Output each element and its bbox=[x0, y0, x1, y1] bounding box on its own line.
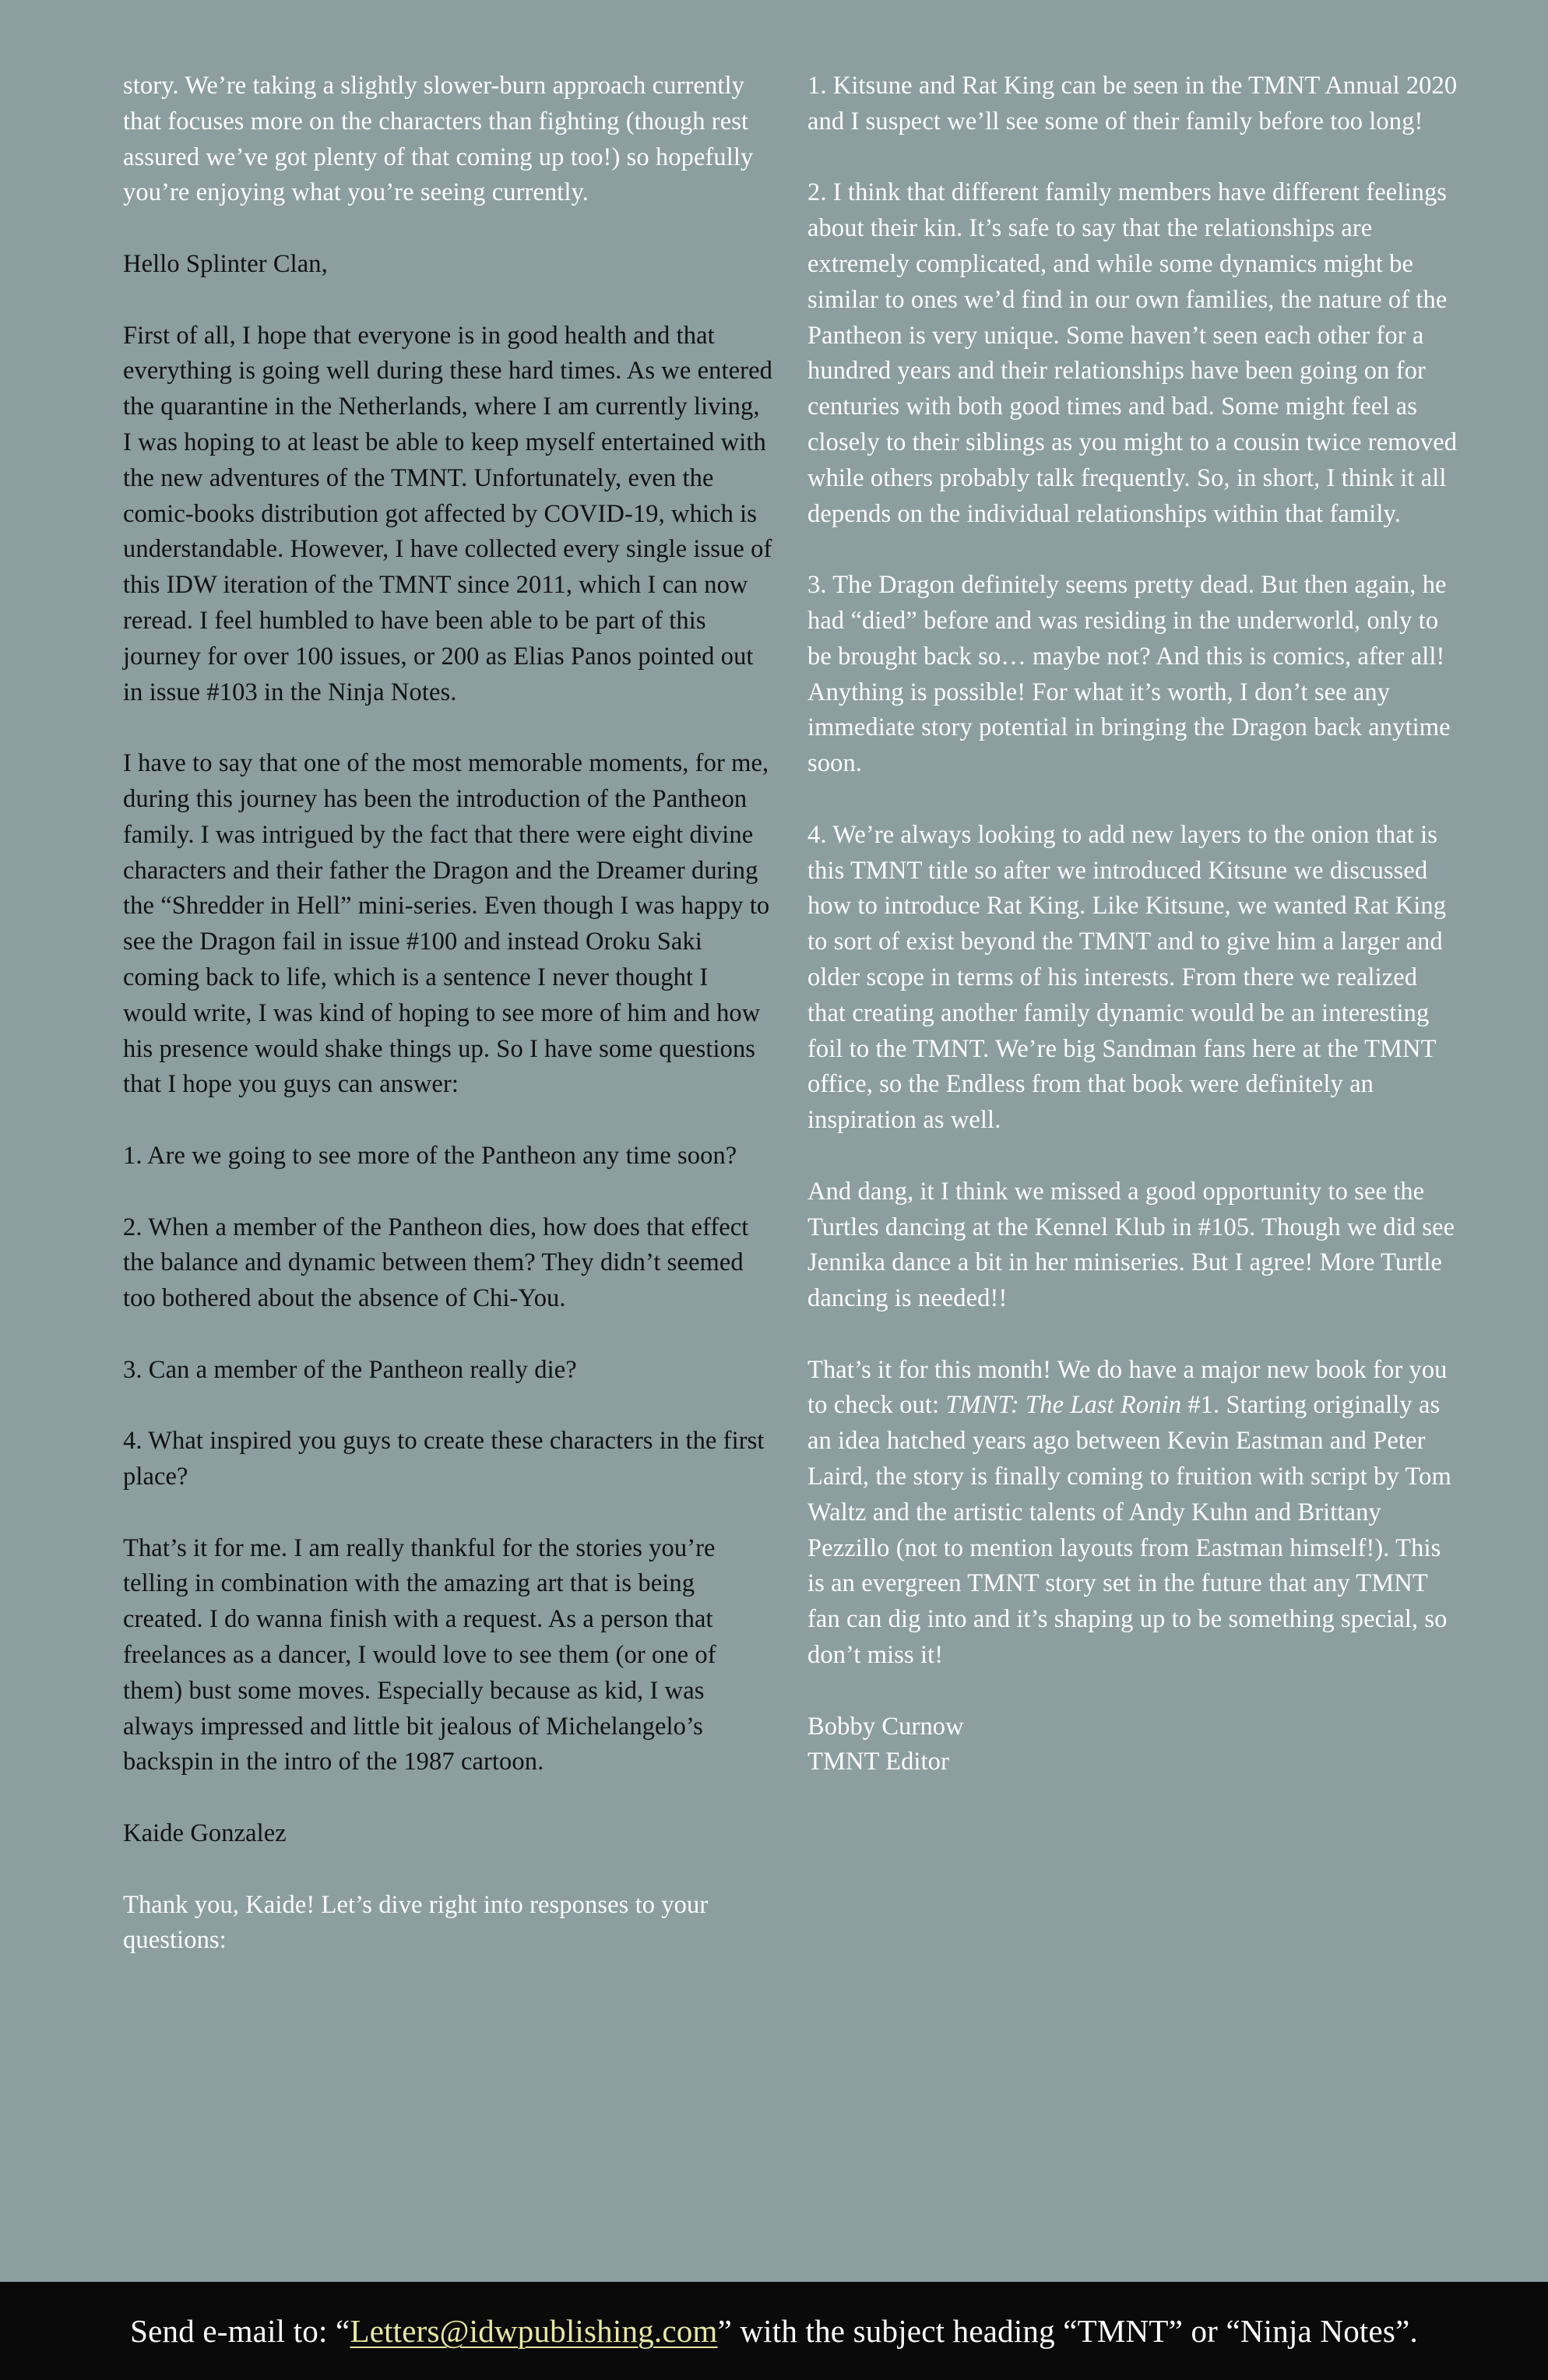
editor-answer: 2. I think that different family members have different feelings about their kin. It’s safe to say that the relationships are extremely complicated, and while some dynamics might be similar to ones we’d find in our own families, the nature of the Pantheon is very unique. Some haven’t seen each other for a hundred years and their relationships have been going on for centuries with both good times and bad. Some might feel as closely to their siblings as you might to a cousin twice removed while others probably talk frequently. So, in short, I think it all depends on the individual relationships within that family. bbox=[807, 178, 1458, 528]
editor-answer: 1. Kitsune and Rat King can be seen in the TMNT Annual 2020 and I suspect we’ll see some of their family before too long! bbox=[807, 72, 1458, 136]
announcement-text: #1. Starting originally as an idea hatched years ago between Kevin Eastman and Peter Laird, the story is finally coming to fruition with script by Tom Waltz and the artistic talents of Andy Kuhn and Brittany Pezzillo (not to mention layouts from Eastman himself!). This is an evergreen TMNT story set in the future that any TMNT fan can dig into and it’s shaping up to be something special, so don’t miss it! bbox=[807, 1391, 1451, 1670]
editor-answer: 4. We’re always looking to add new layers to the onion that is this TMNT title so after we introduced Kitsune we discussed how to introduce Rat King. Like Kitsune, we wanted Rat King to sort of exist beyond the TMNT and to give him a larger and older scope in terms of his interests. From there we realized that creating another family dynamic would be an interesting foil to the TMNT. We’re big Sandman fans here at the TMNT office, so the Endless from that book were definitely an inspiration as well. bbox=[807, 820, 1447, 1135]
book-title: TMNT: The Last Ronin bbox=[945, 1391, 1182, 1420]
announcement-text: That’s it for this month! We do have a major new book for you to check out: bbox=[807, 1355, 1448, 1420]
editor-response-intro: Thank you, Kaide! Let’s dive right into responses to your questions: bbox=[123, 1890, 709, 1955]
editor-answer: 3. The Dragon definitely seems pretty dead. But then again, he had “died” before and was residing in the underworld, only to be brought back so… maybe not? And this is comics, after all! Anything is possible! For what it’s worth, I don’t see any immediate story potential in bringing the Dragon back anytime soon. bbox=[807, 571, 1451, 778]
right-column bbox=[807, 69, 1458, 1780]
letter-question: 2. When a member of the Pantheon dies, how does that effect the balance and dynamic between them? They didn’t seemed too bothered about the absence of Chi-You. bbox=[123, 1213, 749, 1313]
letter-paragraph: First of all, I hope that everyone is in good health and that everything is going well during these hard times. As we entered the quarantine in the Netherlands, where I am currently living, I was hoping to at least be able to keep myself entertained with the new adventures of the TMNT. Unfortunately, even the comic-books distribution got affected by COVID-19, which is understandable. However, I have collected every single issue of this IDW iteration of the TMNT since 2011, which I can now reread. I feel humbled to have been able to be part of this journey for over 100 issues, or 200 as Elias Panos pointed out in issue #103 in the Ninja Notes. bbox=[123, 321, 772, 706]
editor-response-continued: story. We’re taking a slightly slower-burn approach currently that focuses more on the characters than fighting (though rest assured we’ve got plenty of that coming up too!) so hopefully you’re enjoying what you’re seeing currently. bbox=[123, 72, 754, 207]
left-column bbox=[123, 69, 773, 1959]
footer-bar bbox=[0, 2282, 1548, 2380]
email-link[interactable]: Letters@idwpublishing.com bbox=[350, 2313, 718, 2349]
footer-text bbox=[130, 2312, 1418, 2350]
letter-closing: That’s it for me. I am really thankful for the stories you’re telling in combination with the amazing art that is being created. I do wanna finish with a request. As a person that freelances as a dancer, I would love to see them (or one of them) bust some moves. Especially because as kid, I was always impressed and little bit jealous of Michelangelo’s backspin in the intro of the 1987 cartoon. bbox=[123, 1533, 716, 1776]
editor-name: Bobby Curnow bbox=[807, 1712, 964, 1741]
letter-question: 3. Can a member of the Pantheon really die? bbox=[123, 1355, 577, 1384]
letter-question: 4. What inspired you guys to create these characters in the first place? bbox=[123, 1427, 765, 1491]
editor-signoff bbox=[807, 1709, 1458, 1781]
letter-greeting: Hello Splinter Clan, bbox=[123, 249, 328, 278]
editor-announcement bbox=[807, 1353, 1458, 1674]
footer-prefix: Send e-mail to: “ bbox=[130, 2313, 350, 2349]
letter-signature: Kaide Gonzalez bbox=[123, 1819, 287, 1848]
letter-question: 1. Are we going to see more of the Pantheon any time soon? bbox=[123, 1141, 737, 1170]
footer-suffix: ” with the subject heading “TMNT” or “Ninja Notes”. bbox=[717, 2313, 1418, 2349]
editor-dance-reply: And dang, it I think we missed a good opportunity to see the Turtles dancing at the Kennel Klub in #105. Though we did see Jennika dance a bit in her miniseries. But I agree! More Turtle dancing is needed!! bbox=[807, 1177, 1455, 1313]
editor-title: TMNT Editor bbox=[807, 1748, 949, 1776]
letter-paragraph: I have to say that one of the most memorable moments, for me, during this journey has been the introduction of the Pantheon family. I was intrigued by the fact that there were eight divine characters and their father the Dragon and the Dreamer during the “Shredder in Hell” mini-series. Even though I was happy to see the Dragon fail in issue #100 and instead Oroku Saki coming back to life, which is a sentence I never thought I would write, I was kind of hoping to see more of him and how his presence would shake things up. So I have some questions that I hope you guys can answer: bbox=[123, 749, 770, 1099]
